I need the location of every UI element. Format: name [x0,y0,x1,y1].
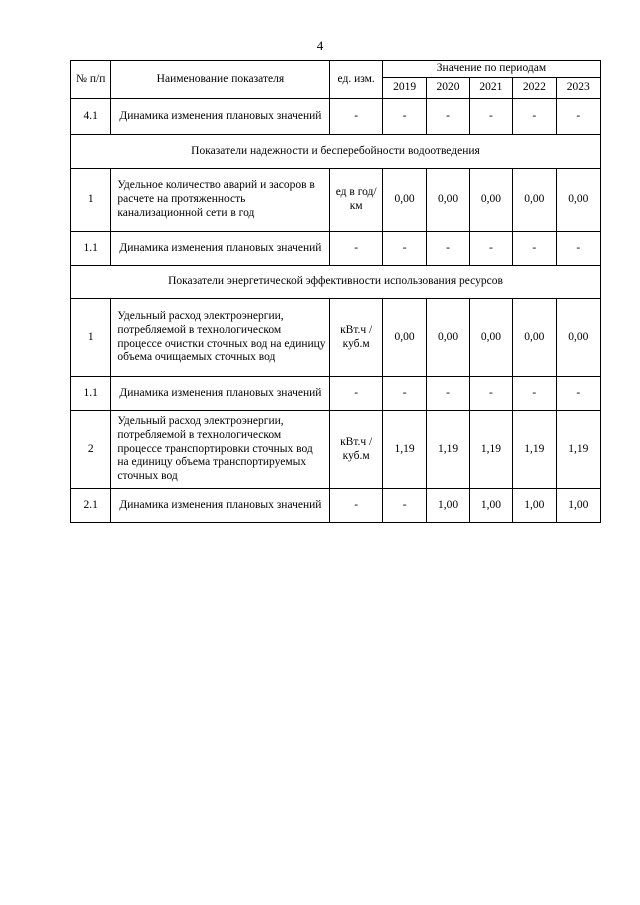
header-period-title: Значение по периодам [382,61,600,78]
page-number: 4 [316,38,324,53]
row-unit: кВт.ч / куб.м [330,411,382,489]
table-row [71,489,601,523]
table-row [71,411,601,489]
row-name: Динамика изменения плановых значений [111,99,330,135]
row-name: Динамика изменения плановых значений [111,232,330,266]
header-name: Наименование показателя [111,61,330,99]
row-name: Удельный расход электроэнергии, потребляемой в технологическом процессе очистки сточных вод на единицу объема очищаемых сточных вод [111,299,330,377]
row-value: 0,00 [556,299,600,377]
row-unit: - [330,99,382,135]
row-num: 1.1 [71,232,111,266]
table-row [71,232,601,266]
header-unit: ед. изм. [330,61,382,99]
row-value: - [556,99,600,135]
row-num: 4.1 [71,99,111,135]
row-value: 0,00 [427,169,469,232]
table-row [71,299,601,377]
row-value: - [469,232,512,266]
row-value: 1,00 [556,489,600,523]
row-value: 1,00 [513,489,556,523]
row-value: - [427,99,469,135]
row-value: - [469,99,512,135]
table-row [71,99,601,135]
row-name: Удельное количество аварий и засоров в расчете на протяженность канализационной сети в год [111,169,330,232]
row-value: - [382,489,426,523]
row-value: 1,19 [382,411,426,489]
table-row [71,377,601,411]
row-unit: - [330,232,382,266]
section-row [71,135,601,169]
row-value: - [513,232,556,266]
row-value: - [556,232,600,266]
row-value: 1,00 [469,489,512,523]
section-title: Показатели энергетической эффективности использования ресурсов [71,266,601,299]
row-value: - [513,377,556,411]
row-unit: - [330,489,382,523]
header-num: № п/п [71,61,111,99]
indicators-table [70,60,601,523]
row-num: 2 [71,411,111,489]
header-row-1 [71,61,601,78]
row-num: 1 [71,169,111,232]
row-name: Динамика изменения плановых значений [111,489,330,523]
row-name: Удельный расход электроэнергии, потребляемой в технологическом процессе транспортировки сточных вод на единицу объема транспортируемых сточных вод [111,411,330,489]
header-year: 2023 [556,78,600,99]
header-year: 2019 [382,78,426,99]
row-value: 0,00 [513,169,556,232]
row-num: 2.1 [71,489,111,523]
row-value: 0,00 [469,169,512,232]
row-num: 1.1 [71,377,111,411]
section-row [71,266,601,299]
row-value: 1,19 [513,411,556,489]
row-value: - [382,377,426,411]
row-value: - [556,377,600,411]
row-value: - [469,377,512,411]
row-value: 0,00 [513,299,556,377]
row-value: 0,00 [427,299,469,377]
row-value: 0,00 [382,169,426,232]
row-value: - [513,99,556,135]
header-year: 2021 [469,78,512,99]
row-value: 0,00 [469,299,512,377]
header-year: 2020 [427,78,469,99]
row-value: 1,19 [427,411,469,489]
row-unit: кВт.ч / куб.м [330,299,382,377]
row-value: - [427,232,469,266]
row-value: - [382,99,426,135]
row-num: 1 [71,299,111,377]
row-value: 1,19 [556,411,600,489]
header-year: 2022 [513,78,556,99]
row-value: - [427,377,469,411]
section-title: Показатели надежности и бесперебойности водоотведения [71,135,601,169]
row-unit: - [330,377,382,411]
row-name: Динамика изменения плановых значений [111,377,330,411]
row-unit: ед в год/ км [330,169,382,232]
row-value: 0,00 [556,169,600,232]
row-value: - [382,232,426,266]
row-value: 1,19 [469,411,512,489]
table-row [71,169,601,232]
row-value: 1,00 [427,489,469,523]
row-value: 0,00 [382,299,426,377]
